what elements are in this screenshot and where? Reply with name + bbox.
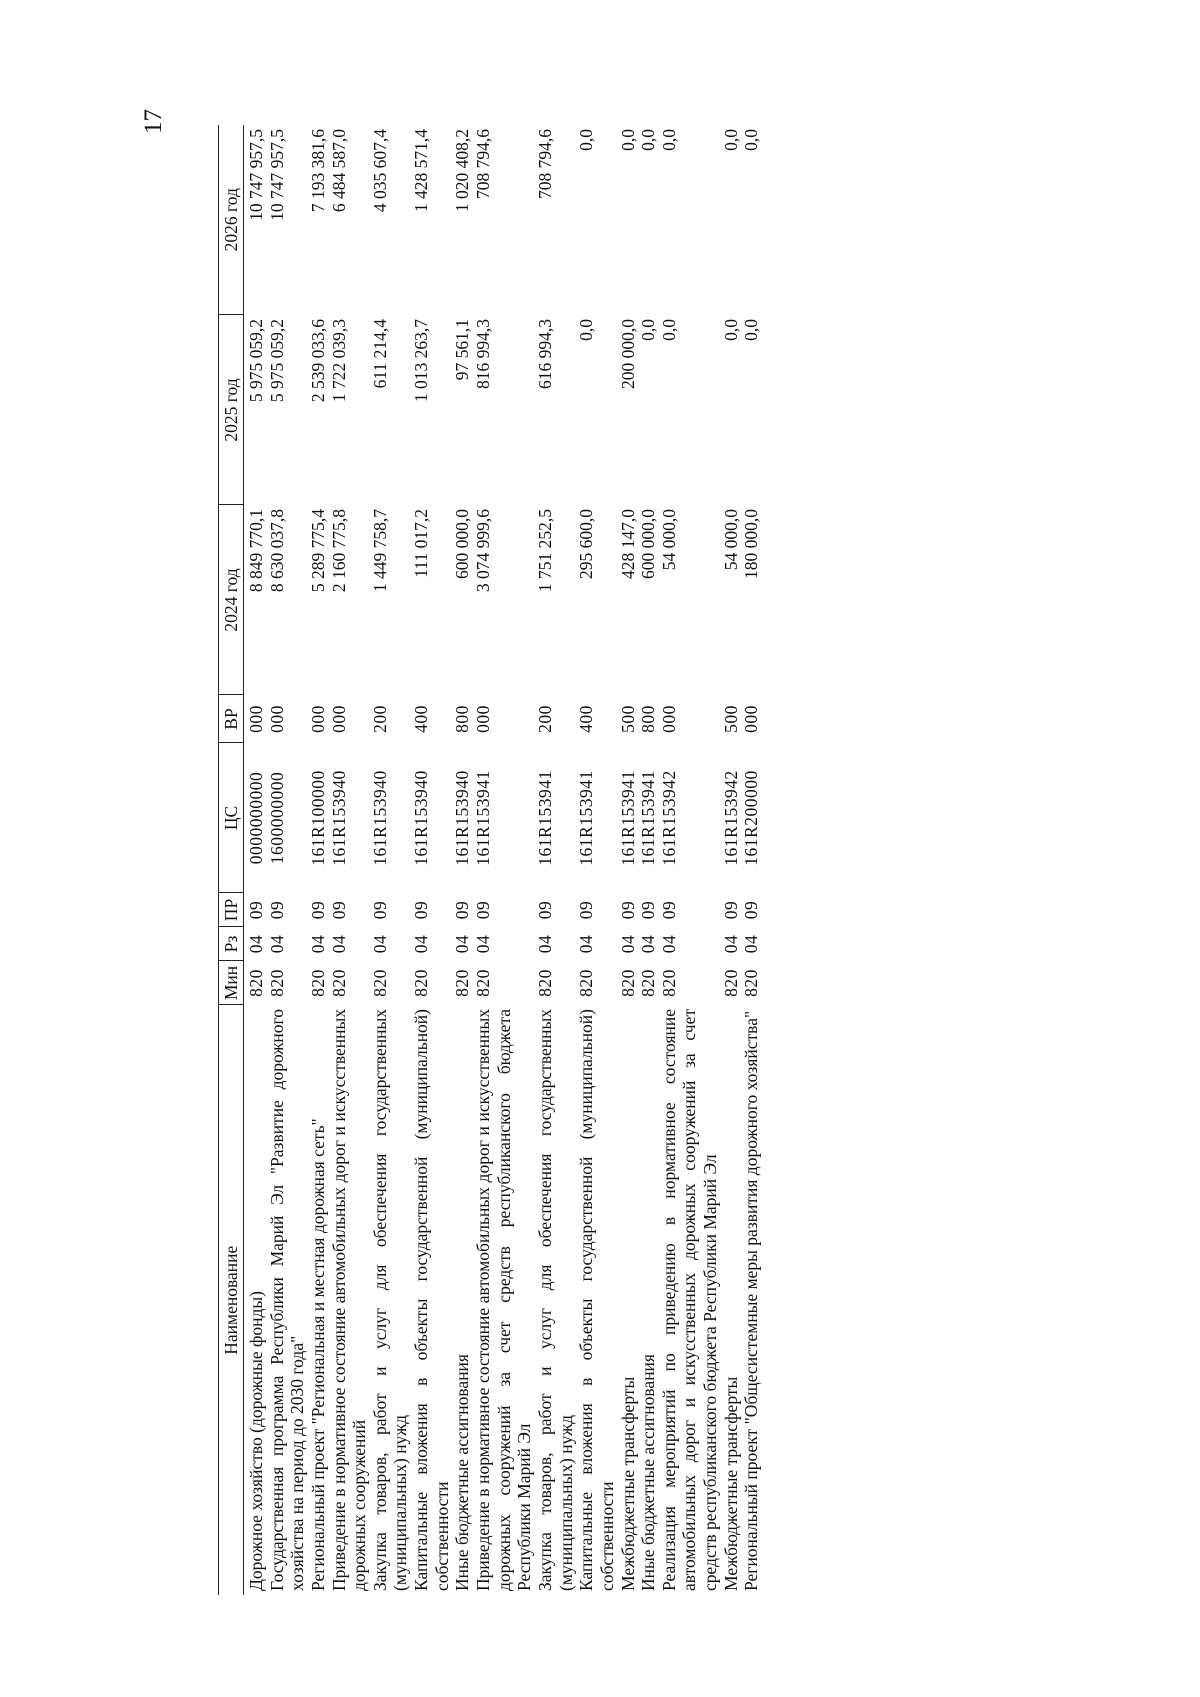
row-vr: 000: [328, 705, 349, 733]
row-cs: 161R153940: [452, 770, 473, 866]
row-vr: 000: [266, 705, 287, 733]
row-name: Приведение в нормативное состояние автомобильных дорог и искусственных дорожных сооружений за счет средств республиканского бюджета Республики Марий Эл: [473, 1009, 535, 1591]
row-cs: 161R153941: [473, 770, 494, 866]
row-min: 820: [658, 969, 679, 997]
row-min: 820: [534, 969, 555, 997]
row-2026: 1 428 571,4: [411, 129, 432, 213]
table-row: [659, 125, 721, 1595]
row-vr: 800: [452, 705, 473, 733]
row-rz: 04: [246, 934, 266, 954]
row-cs: 161R153940: [411, 770, 432, 866]
row-vr: 400: [411, 705, 432, 733]
row-2024: 54 000,0: [658, 509, 679, 571]
row-2024: 1 449 758,7: [369, 509, 390, 593]
header-pr: ПР: [219, 893, 244, 927]
row-2026: 0,0: [576, 129, 597, 151]
row-rz: 04: [534, 934, 555, 954]
row-vr: 000: [741, 705, 762, 733]
row-vr: 200: [369, 705, 390, 733]
row-2024: 3 074 999,6: [473, 509, 494, 593]
table-row: [452, 125, 473, 1595]
row-min: 820: [266, 969, 287, 997]
header-vr: ВР: [219, 695, 244, 743]
row-name: Региональный проект "Региональная и местная дорожная сеть": [307, 1118, 328, 1591]
row-2026: 0,0: [638, 129, 659, 151]
row-cs: 161R153941: [534, 770, 555, 866]
row-2025: 611 214,4: [369, 319, 390, 389]
row-min: 820: [307, 969, 328, 997]
row-2026: 7 193 381,6: [307, 129, 328, 213]
row-2026: 1 020 408,2: [452, 129, 473, 213]
row-name: Приведение в нормативное состояние автомобильных дорог и искусственных дорожных сооружений: [328, 1009, 370, 1591]
row-2024: 111 017,2: [411, 509, 432, 578]
row-2026: 708 794,6: [473, 129, 494, 199]
row-cs: 161R153942: [720, 770, 741, 866]
row-pr: 09: [328, 900, 349, 920]
row-2025: 1 013 263,7: [411, 319, 432, 403]
row-vr: 400: [576, 705, 597, 733]
row-pr: 09: [307, 900, 328, 920]
row-cs: 161R153941: [638, 770, 659, 866]
row-name: Региональный проект "Общесистемные меры развития дорожного хозяйства": [741, 1010, 762, 1591]
table-row: [329, 125, 370, 1595]
row-rz: 04: [720, 934, 741, 954]
row-min: 820: [473, 969, 494, 997]
row-2025: 0,0: [658, 319, 679, 341]
row-name: Иные бюджетные ассигнования: [638, 1354, 659, 1591]
row-vr: 000: [246, 705, 266, 733]
row-rz: 04: [452, 934, 473, 954]
row-pr: 09: [411, 900, 432, 920]
row-min: 820: [328, 969, 349, 997]
row-pr: 09: [369, 900, 390, 920]
row-2025: 0,0: [576, 319, 597, 341]
row-pr: 09: [452, 900, 473, 920]
row-2025: 816 994,3: [473, 319, 494, 389]
row-2026: 0,0: [741, 129, 762, 151]
row-vr: 000: [307, 705, 328, 733]
row-rz: 04: [369, 934, 390, 954]
row-2024: 600 000,0: [452, 509, 473, 579]
row-min: 820: [741, 969, 762, 997]
row-min: 820: [246, 969, 266, 997]
row-min: 820: [617, 969, 638, 997]
row-cs: 161R200000: [741, 770, 762, 866]
row-2024: 295 600,0: [576, 509, 597, 579]
row-min: 820: [638, 969, 659, 997]
row-pr: 09: [658, 900, 679, 920]
table-row: [535, 125, 576, 1595]
row-pr: 09: [473, 900, 494, 920]
row-2026: 0,0: [658, 129, 679, 151]
row-min: 820: [576, 969, 597, 997]
row-cs: 161R153941: [576, 770, 597, 866]
table-row: [370, 125, 411, 1595]
row-pr: 09: [720, 900, 741, 920]
table-row: [741, 125, 762, 1595]
row-rz: 04: [266, 934, 287, 954]
row-cs: 161R153940: [328, 770, 349, 866]
row-2025: 2 539 033,6: [307, 319, 328, 403]
row-name: Капитальные вложения в объекты государственной (муниципальной) собственности: [411, 1009, 452, 1591]
row-2026: 4 035 607,4: [369, 129, 390, 213]
row-rz: 04: [576, 934, 597, 954]
row-rz: 04: [411, 934, 432, 954]
table-row: [267, 125, 308, 1595]
row-2024: 8 630 037,8: [266, 509, 287, 593]
table-row: [411, 125, 452, 1595]
row-name: Межбюджетные трансферты: [617, 1376, 638, 1591]
header-cs: ЦС: [219, 743, 244, 893]
row-2024: 1 751 252,5: [534, 509, 555, 593]
row-2025: 97 561,1: [452, 319, 473, 381]
row-2025: 0,0: [638, 319, 659, 341]
row-vr: 000: [473, 705, 494, 733]
row-pr: 09: [638, 900, 659, 920]
row-2025: 5 975 059,2: [246, 319, 266, 403]
row-2024: 180 000,0: [741, 509, 762, 579]
row-2025: 0,0: [741, 319, 762, 341]
row-cs: 0000000000: [246, 771, 266, 865]
header-rz: Рз: [219, 927, 244, 961]
row-name: Капитальные вложения в объекты государственной (муниципальной) собственности: [576, 1009, 617, 1591]
table-row: [638, 125, 659, 1595]
row-vr: 500: [720, 705, 741, 733]
row-2026: 708 794,6: [534, 129, 555, 199]
row-2026: 0,0: [720, 129, 741, 151]
row-2024: 5 289 775,4: [307, 509, 328, 593]
row-cs: 161R153942: [658, 770, 679, 866]
table-row: [308, 125, 329, 1595]
header-2025: 2025 год: [219, 315, 244, 505]
row-cs: 161R100000: [307, 770, 328, 866]
row-pr: 09: [617, 900, 638, 920]
row-2024: 428 147,0: [617, 509, 638, 579]
page-number: 17: [140, 109, 167, 134]
header-2024: 2024 год: [219, 505, 244, 695]
row-2024: 2 160 775,8: [328, 509, 349, 593]
row-2025: 616 994,3: [534, 319, 555, 389]
row-min: 820: [720, 969, 741, 997]
row-rz: 04: [328, 934, 349, 954]
row-min: 820: [411, 969, 432, 997]
row-2024: 8 849 770,1: [246, 509, 266, 593]
row-name: Закупка товаров, работ и услуг для обеспечения государственных (муниципальных) нужд: [369, 1009, 411, 1591]
row-cs: 161R153941: [617, 770, 638, 866]
row-2025: 1 722 039,3: [328, 319, 349, 403]
row-rz: 04: [658, 934, 679, 954]
row-cs: 161R153940: [369, 770, 390, 866]
row-rz: 04: [307, 934, 328, 954]
row-2026: 6 484 587,0: [328, 129, 349, 213]
row-vr: 000: [658, 705, 679, 733]
row-rz: 04: [741, 934, 762, 954]
row-pr: 09: [266, 900, 287, 920]
row-name: Государственная программа Республики Марий Эл "Развитие дорожного хозяйства на период до 2030 года": [266, 1009, 308, 1591]
row-vr: 800: [638, 705, 659, 733]
table-header-row: [219, 125, 244, 1595]
row-pr: 09: [741, 900, 762, 920]
row-2024: 600 000,0: [638, 509, 659, 579]
row-rz: 04: [617, 934, 638, 954]
row-pr: 09: [534, 900, 555, 920]
row-2026: 10 747 957,5: [246, 129, 266, 221]
row-min: 820: [452, 969, 473, 997]
row-rz: 04: [638, 934, 659, 954]
table-row: [618, 125, 639, 1595]
row-2026: 0,0: [617, 129, 638, 151]
header-name: Наименование: [219, 1005, 244, 1595]
row-name: Межбюджетные трансферты: [720, 1376, 741, 1591]
table-row: [721, 125, 742, 1595]
row-min: 820: [369, 969, 390, 997]
table-row: [244, 125, 267, 1595]
row-cs: 1600000000: [266, 771, 287, 865]
row-name: Реализация мероприятий по приведению в нормативное состояние автомобильных дорог и искусственных дорожных сооружений за счет средств республиканского бюджета Республики Марий Эл: [658, 1009, 721, 1591]
row-name: Закупка товаров, работ и услуг для обеспечения государственных (муниципальных) нужд: [534, 1009, 576, 1591]
row-name: Дорожное хозяйство (дорожные фонды): [246, 1290, 266, 1591]
row-2025: 200 000,0: [617, 319, 638, 389]
rotated-page-content: [218, 125, 1200, 1595]
table-row: [576, 125, 617, 1595]
table-row: [473, 125, 535, 1595]
row-vr: 500: [617, 705, 638, 733]
row-2024: 54 000,0: [720, 509, 741, 571]
row-vr: 200: [534, 705, 555, 733]
budget-table: [218, 125, 762, 1595]
header-min: Мин: [219, 961, 244, 1005]
row-rz: 04: [473, 934, 494, 954]
row-2025: 5 975 059,2: [266, 319, 287, 403]
row-pr: 09: [576, 900, 597, 920]
row-2026: 10 747 957,5: [266, 129, 287, 221]
row-pr: 09: [246, 900, 266, 920]
row-name: Иные бюджетные ассигнования: [452, 1354, 473, 1591]
header-2026: 2026 год: [219, 125, 244, 315]
row-2025: 0,0: [720, 319, 741, 341]
